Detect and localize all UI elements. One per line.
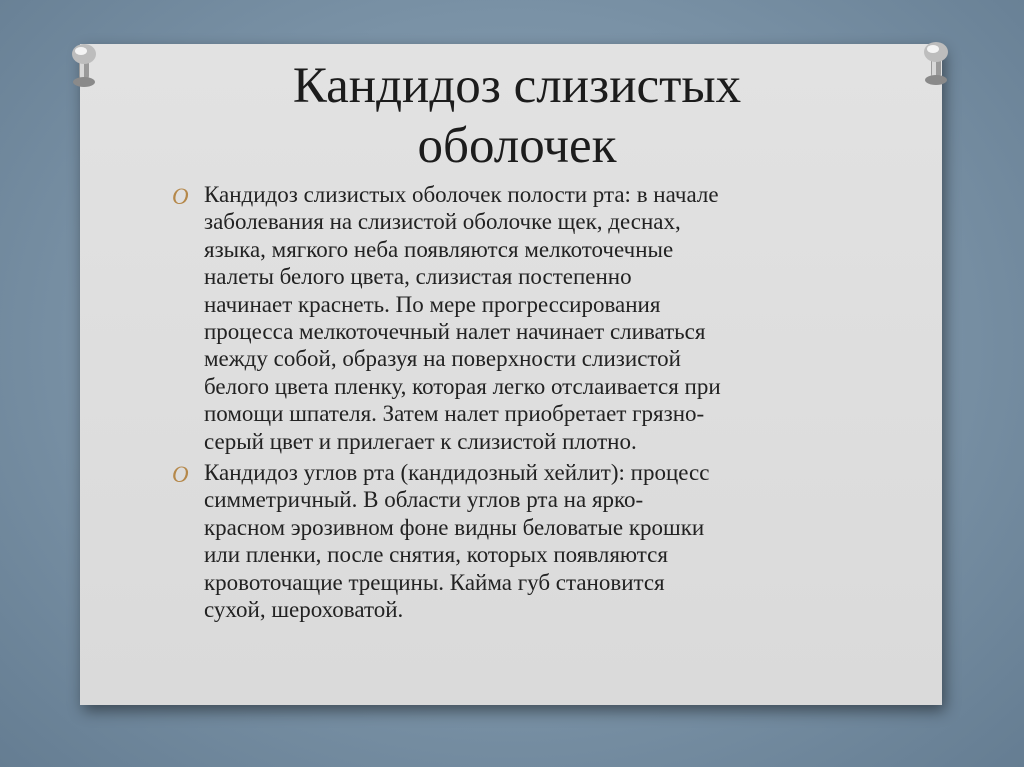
bullet-text: Кандидоз слизистых оболочек полости рта: в начале заболевания на слизистой оболочке щек, деснах, языка, мягкого неба появляются мелкоточечные налеты белого цвета, слизистая постепенно начинает краснеть. По мере прогрессирования процесса мелкоточечный налет начинает сливаться между собой, образуя на поверхности слизистой белого цвета пленку, которая легко отслаивается при помощи шпателя. Затем налет приобретает грязно- серый цвет и прилегает к слизистой плотно. bbox=[204, 182, 721, 454]
bullet-marker-icon: O bbox=[172, 462, 189, 488]
bullet-item bbox=[172, 459, 872, 623]
slide-title bbox=[0, 56, 1024, 176]
bullet-item bbox=[172, 181, 872, 455]
bullet-text: Кандидоз углов рта (кандидозный хейлит): процесс симметричный. В области углов рта на ярко- красном эрозивном фоне видны беловатые крошки или пленки, после снятия, которых появляются кровоточащие трещины. Кайма губ становится сухой, шероховатой. bbox=[204, 460, 710, 623]
slide-title-line-1: Кандидоз слизистых bbox=[292, 58, 742, 114]
bullet-list bbox=[172, 181, 872, 628]
bullet-marker-icon: O bbox=[172, 184, 189, 209]
slide-title-line-2: оболочек bbox=[417, 118, 617, 174]
